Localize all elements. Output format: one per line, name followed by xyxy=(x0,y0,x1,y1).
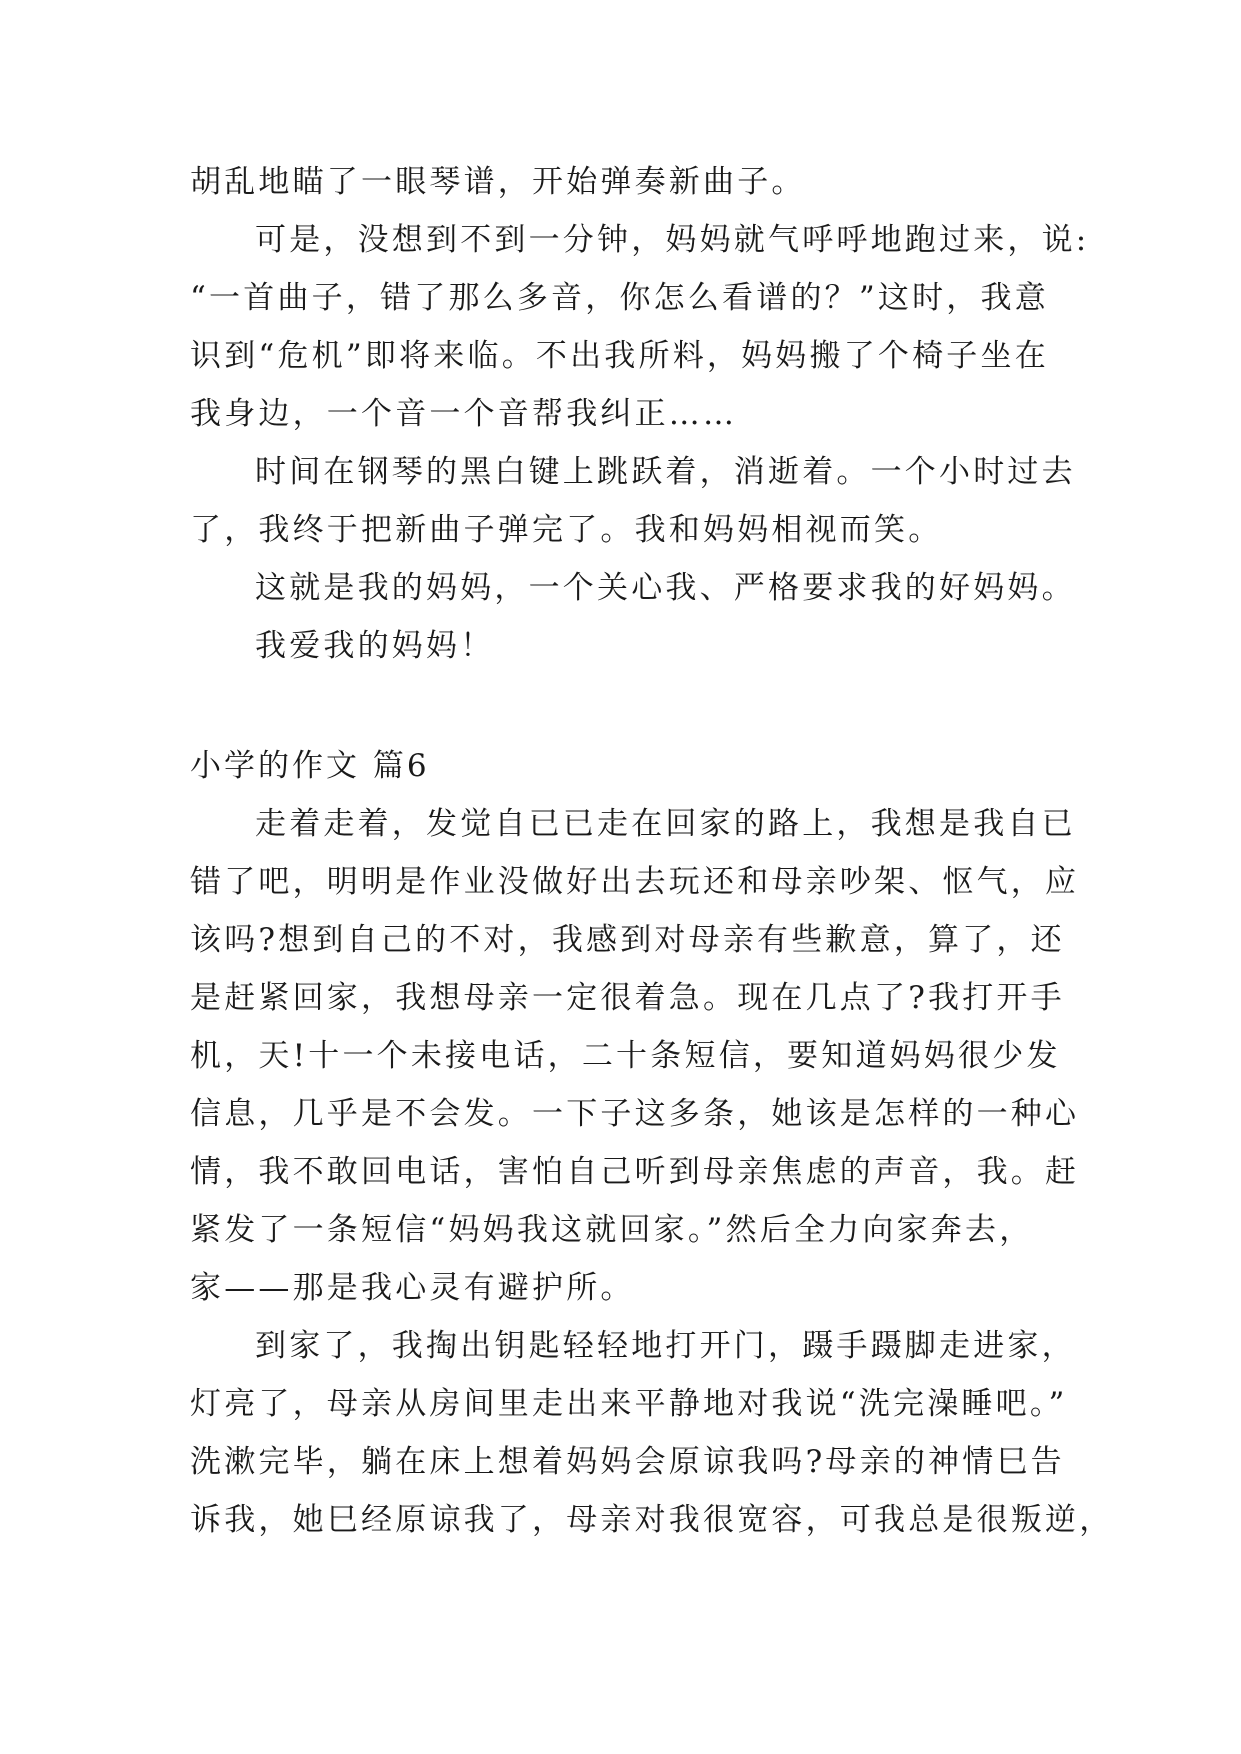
text-line: 我爱我的妈妈！ xyxy=(255,628,495,664)
text-line: 信息，几乎是不会发。一下子这多条，她该是怎样的一种心 xyxy=(190,1096,1080,1132)
text-line: “一首曲子，错了那么多音，你怎么看谱的？”这时，我意 xyxy=(190,280,1049,316)
text-line: 紧发了一条短信“妈妈我这就回家。”然后全力向家奔去， xyxy=(190,1212,1034,1248)
text-line: 家——那是我心灵有避护所。 xyxy=(190,1270,635,1306)
text-line: 是赶紧回家，我想母亲一定很着急。现在几点了?我打开手 xyxy=(190,980,1065,1016)
section-heading: 小学的作文 篇6 xyxy=(190,748,430,784)
text-line: 识到“危机”即将来临。不出我所料，妈妈搬了个椅子坐在 xyxy=(190,338,1049,374)
text-line: 洗漱完毕，躺在床上想着妈妈会原谅我吗?母亲的神情巳告 xyxy=(190,1444,1065,1480)
text-line: 可是，没想到不到一分钟，妈妈就气呼呼地跑过来，说: xyxy=(255,222,1090,258)
text-line: 诉我，她巳经原谅我了，母亲对我很宽容，可我总是很叛逆， xyxy=(190,1502,1114,1538)
text-line: 到家了，我掏出钥匙轻轻地打开门，蹑手蹑脚走进家， xyxy=(255,1328,1076,1364)
text-line: 走着走着，发觉自已已走在回家的路上，我想是我自已 xyxy=(255,806,1076,842)
text-line: 错了吧，明明是作业没做好出去玩还和母亲吵架、怄气，应 xyxy=(190,864,1080,900)
text-line: 了，我终于把新曲子弹完了。我和妈妈相视而笑。 xyxy=(190,512,943,548)
text-line: 胡乱地瞄了一眼琴谱，开始弹奏新曲子。 xyxy=(190,164,806,200)
text-line: 我身边，一个音一个音帮我纠正…… xyxy=(190,396,738,432)
text-line: 灯亮了，母亲从房间里走出来平静地对我说“洗完澡睡吧。” xyxy=(190,1386,1068,1422)
text-line: 情，我不敢回电话，害怕自己听到母亲焦虑的声音，我。赶 xyxy=(190,1154,1080,1190)
text-line: 该吗?想到自己的不对，我感到对母亲有些歉意，算了，还 xyxy=(190,922,1065,958)
text-line: 机，天!十一个未接电话，二十条短信，要知道妈妈很少发 xyxy=(190,1038,1061,1074)
text-line: 这就是我的妈妈，一个关心我、严格要求我的好妈妈。 xyxy=(255,570,1076,606)
text-line: 时间在钢琴的黑白键上跳跃着，消逝着。一个小时过去 xyxy=(255,454,1076,490)
